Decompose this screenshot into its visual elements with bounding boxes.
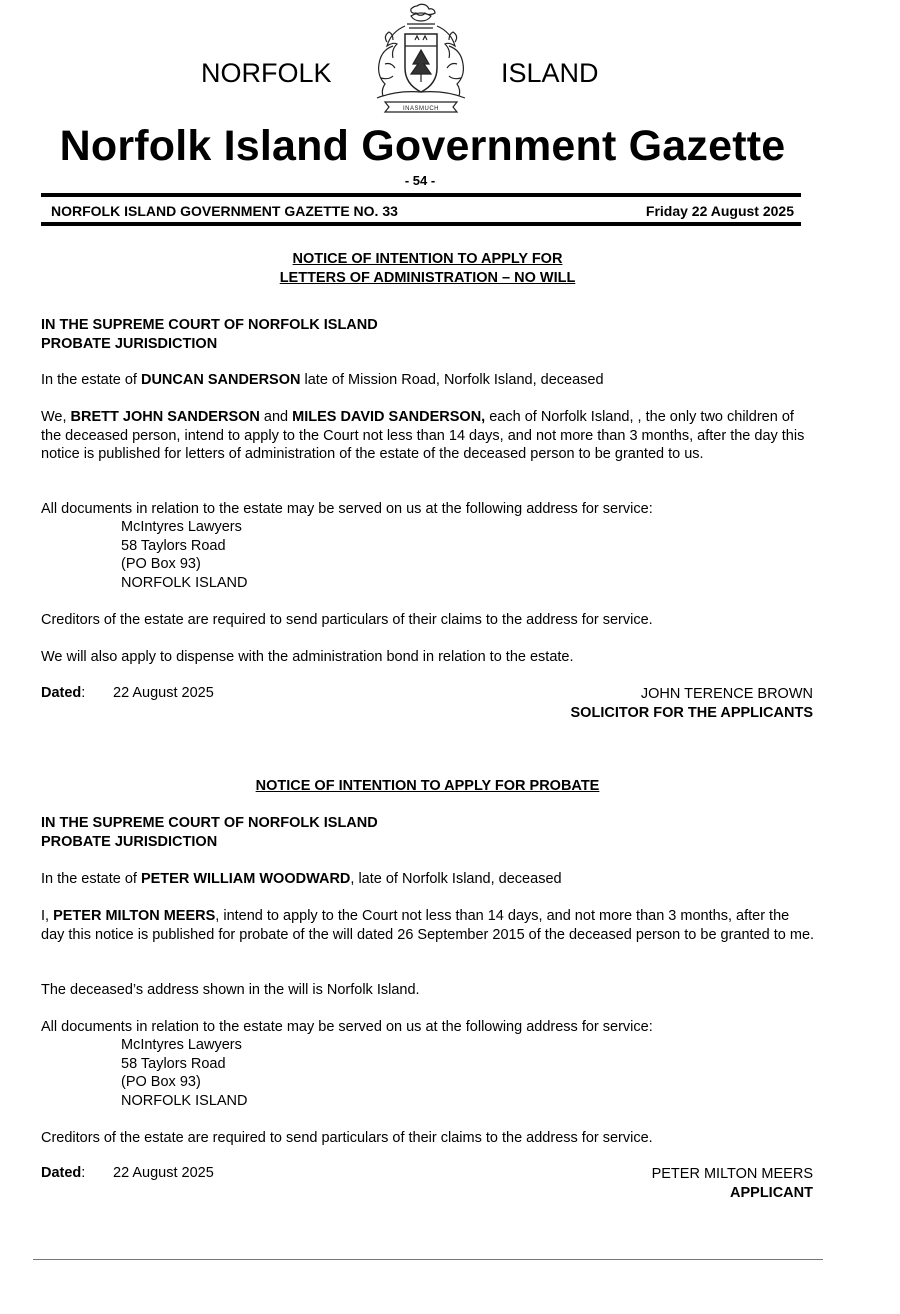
- notice1-address-line: (PO Box 93): [121, 556, 201, 572]
- notice1-deceased-name: DUNCAN SANDERSON: [140, 372, 301, 388]
- notice2-court-line1: IN THE SUPREME COURT OF NORFOLK ISLAND: [41, 815, 378, 831]
- notice1-bond: We will also apply to dispense with the administration bond in relation to the estate.: [41, 649, 574, 665]
- notice2-address-line: NORFOLK ISLAND: [121, 1092, 248, 1109]
- notice2-signatory-role: APPLICANT: [730, 1184, 813, 1201]
- notice1-applicant2: MILES DAVID SANDERSON,: [292, 409, 486, 425]
- notice2-intention-paragraph: I, PETER MILTON MEERS, intend to apply to the Court not less than 14 days, and not more than 3 months, after the day this notice is published for probate of the will dated 26 September 2015 of the deceased person to be granted to me.: [41, 908, 815, 943]
- gazette-date: Friday 22 August 2025: [645, 203, 794, 219]
- notice1-address-line: NORFOLK ISLAND: [121, 574, 248, 591]
- notice1-title-line1: NOTICE OF INTENTION TO APPLY FOR: [292, 251, 563, 267]
- notice2-court-line2: PROBATE JURISDICTION: [41, 833, 218, 850]
- notice2-title: NOTICE OF INTENTION TO APPLY FOR PROBATE: [255, 778, 600, 794]
- notice2-signatory: PETER MILTON MEERS: [651, 1166, 813, 1182]
- notice1-signatory-role: SOLICITOR FOR THE APPLICANTS: [570, 704, 813, 721]
- dated-value: 22 August 2025: [113, 685, 214, 701]
- gazette-info-line: [51, 203, 794, 219]
- notice2-address: [121, 1036, 248, 1110]
- notice2-signature: [652, 1165, 813, 1202]
- gazette-number: NORFOLK ISLAND GOVERNMENT GAZETTE NO. 33: [51, 203, 398, 219]
- notice1-address: [121, 518, 248, 592]
- notice1-court-line1: IN THE SUPREME COURT OF NORFOLK ISLAND: [41, 317, 378, 333]
- notice1-title-line2: LETTERS OF ADMINISTRATION – NO WILL: [279, 269, 576, 286]
- notice2-address-line: McIntyres Lawyers: [121, 1037, 242, 1053]
- page-number: - 54 -: [404, 173, 436, 188]
- notice1-court-line2: PROBATE JURISDICTION: [41, 335, 218, 352]
- masthead-word-left: NORFOLK: [201, 58, 332, 88]
- notice1-dated: Dated: 22 August 2025: [41, 685, 214, 701]
- notice1-applicant1: BRETT JOHN SANDERSON: [70, 409, 260, 425]
- notice2-dated: Dated: 22 August 2025: [41, 1165, 214, 1181]
- gazette-title: Norfolk Island Government Gazette: [59, 122, 786, 170]
- crest-motto: INASMUCH: [402, 106, 440, 112]
- dated-value: 22 August 2025: [113, 1165, 214, 1181]
- notice2-address-line: 58 Taylors Road: [121, 1055, 226, 1072]
- notice2-address-note: The deceased’s address shown in the will is Norfolk Island.: [41, 982, 420, 998]
- notice1-signature: [571, 685, 813, 722]
- notice2-service-intro: All documents in relation to the estate may be served on us at the following address for service:: [41, 1019, 653, 1035]
- notice1-title: [0, 250, 855, 287]
- notice1-address-line: McIntyres Lawyers: [121, 519, 242, 535]
- dated-label: Dated: [41, 685, 82, 701]
- header-rule-top: [41, 193, 801, 197]
- notice2-court: [41, 814, 816, 851]
- notice2-creditors: Creditors of the estate are required to send particulars of their claims to the address for service.: [41, 1130, 653, 1146]
- notice1-estate: In the estate of DUNCAN SANDERSON late of Mission Road, Norfolk Island, deceased: [41, 372, 604, 388]
- notice1-intention-paragraph: We, BRETT JOHN SANDERSON and MILES DAVID SANDERSON, each of Norfolk Island, , the only two children of the deceased person, intend to apply to the Court not less than 14 days, and not more than 3 months, after the day this notice is published for letters of administration of the estate of the deceased person to be granted to us.: [41, 409, 805, 462]
- notice1-creditors: Creditors of the estate are required to send particulars of their claims to the address for service.: [41, 612, 653, 628]
- masthead-word-right: ISLAND: [501, 58, 599, 88]
- dated-label: Dated: [41, 1165, 82, 1181]
- notice1-address-line: 58 Taylors Road: [121, 537, 226, 554]
- header-rule-bottom: [41, 222, 801, 226]
- notice2-applicant: PETER MILTON MEERS: [53, 908, 216, 924]
- notice1-court: [41, 316, 816, 353]
- notice1-signatory: JOHN TERENCE BROWN: [640, 686, 813, 702]
- notice2-deceased-name: PETER WILLIAM WOODWARD: [140, 871, 351, 887]
- notice1-service-intro: All documents in relation to the estate may be served on us at the following address for service:: [41, 501, 653, 517]
- notice2-estate: In the estate of PETER WILLIAM WOODWARD, late of Norfolk Island, deceased: [41, 871, 562, 887]
- footer-rule: [33, 1259, 823, 1260]
- coat-of-arms-icon: [357, 2, 485, 114]
- notice2-address-line: (PO Box 93): [121, 1074, 201, 1090]
